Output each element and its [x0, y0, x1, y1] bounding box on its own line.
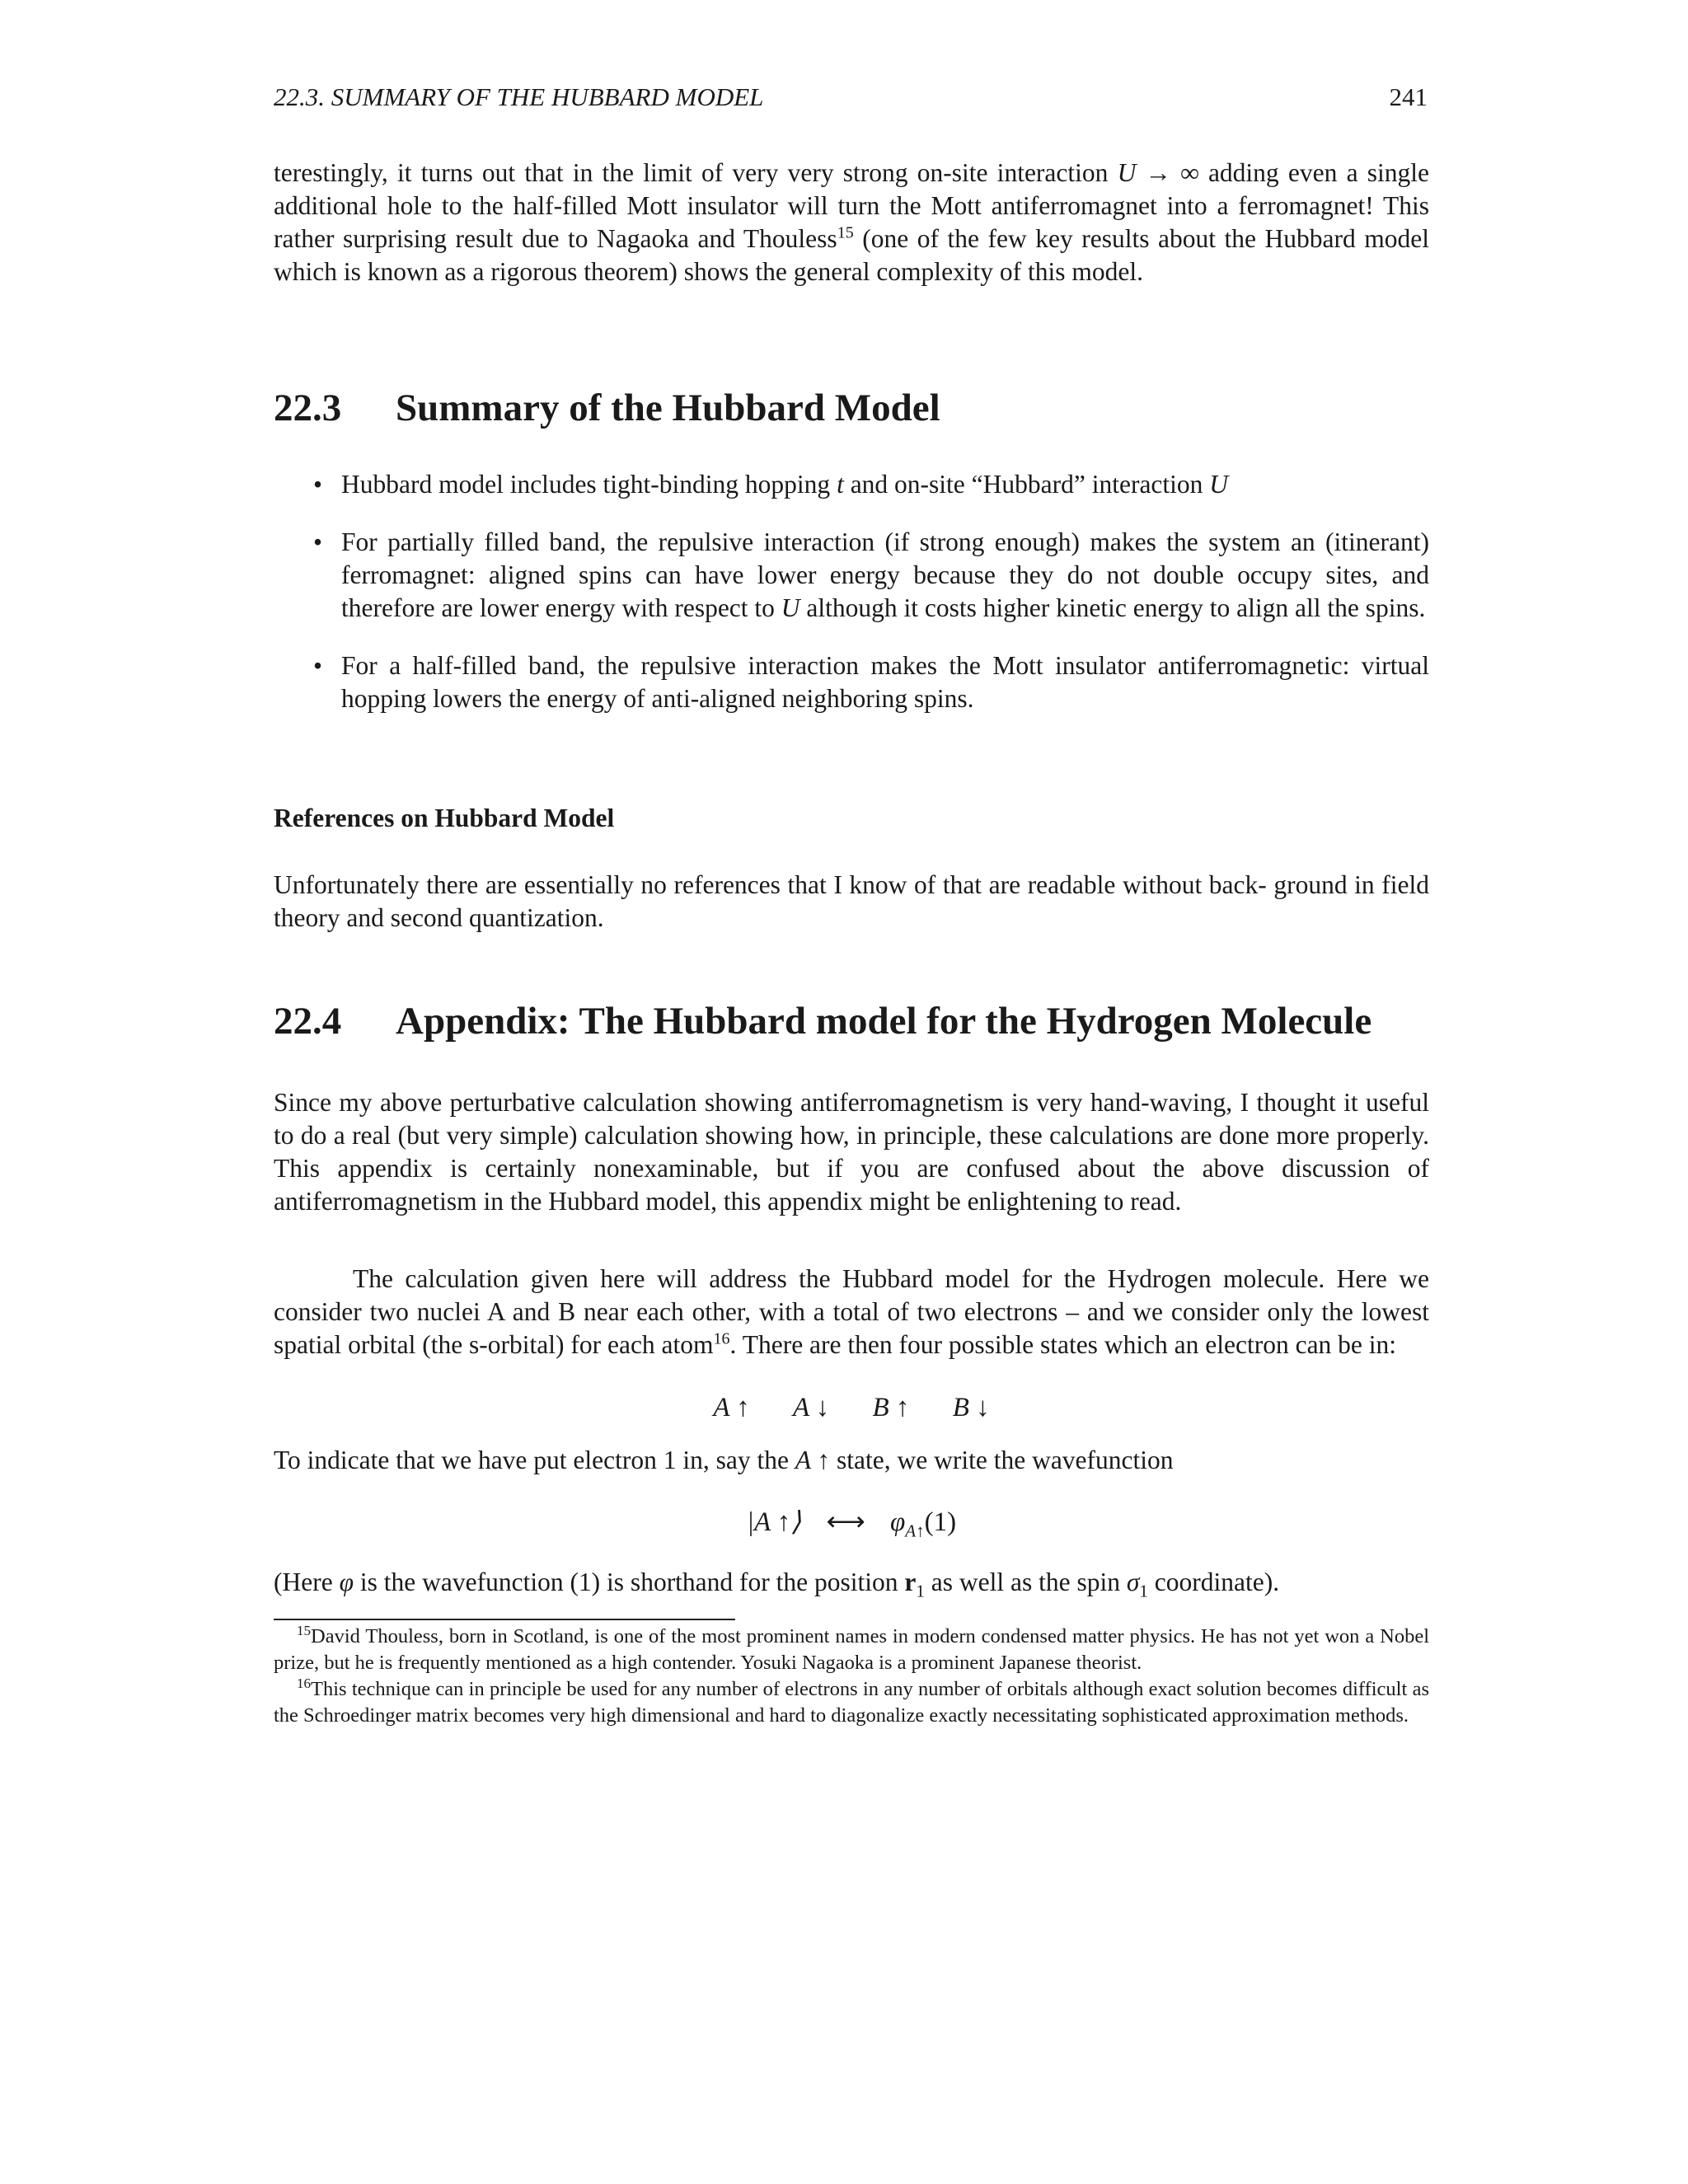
- appendix-text-4d: coordinate).: [1147, 1568, 1280, 1596]
- appendix-text-4c: as well as the spin: [924, 1568, 1127, 1596]
- running-head: [274, 82, 1428, 112]
- state-b-up: B ↑: [872, 1393, 910, 1422]
- math-phi: φ: [339, 1568, 354, 1596]
- appendix-text-4a: (Here: [274, 1568, 340, 1596]
- ket-a-up: |A ↑⟩: [746, 1507, 802, 1537]
- section-title: Appendix: The Hubbard model for the Hydrogen Molecule: [396, 1000, 1372, 1043]
- footnote-rule: [274, 1619, 735, 1620]
- math-phi-subscript: A↑: [905, 1521, 925, 1541]
- math-arg: (1): [924, 1507, 957, 1537]
- wavefunction-equation: [274, 1505, 1429, 1541]
- intro-text-3: (one of the few key results about the Hubbard model which is known as a rigorous theorem) shows the general complexity of this model.: [274, 224, 1429, 286]
- section-number: 22.4: [274, 1000, 342, 1043]
- orbital-states: [274, 1393, 1429, 1423]
- list-item: [274, 526, 1429, 625]
- references-text: Unfortunately there are essentially no references that I know of that are readable without back- ground in field theory and second quantization.: [274, 870, 1429, 932]
- footnote-15: [274, 1624, 1429, 1676]
- section-title: Summary of the Hubbard Model: [396, 387, 940, 429]
- math-sigma: σ: [1126, 1568, 1140, 1596]
- intro-paragraph: [274, 157, 1429, 288]
- appendix-text-2a: The calculation given here will address the Hubbard model for the Hydrogen molecule. Here we consider two nuclei A and B near each other, with a total of two electrons – and we consider only the lowest spatial orbital (the s-orbital) for each atom: [274, 1264, 1429, 1359]
- appendix-paragraph-4: [274, 1566, 1429, 1599]
- summary-bullet-list: [274, 468, 1429, 740]
- running-head-section: 22.3. SUMMARY OF THE HUBBARD MODEL: [274, 82, 764, 111]
- footnotes: [274, 1624, 1429, 1729]
- section-number: 22.3: [274, 387, 342, 429]
- double-arrow-icon: ⟷: [826, 1507, 865, 1537]
- bullet-2-text-2: although it costs higher kinetic energy to align all the spins.: [799, 593, 1426, 622]
- bullet-2-text-1: For partially filled band, the repulsive interaction (if strong enough) makes the system an (itinerant) ferromagnet: aligned spins can have lower energy because they do not double occupy sites, and therefore are lower energy with respect to: [341, 527, 1429, 622]
- footnote-ref-15[interactable]: 15: [837, 223, 854, 242]
- list-item: [274, 649, 1429, 715]
- math-phi: φ: [890, 1507, 906, 1537]
- appendix-text-3b: state, we write the wavefunction: [830, 1446, 1174, 1474]
- math-a-up: A ↑: [795, 1446, 831, 1474]
- math-u-infinity: U → ∞: [1117, 158, 1199, 187]
- state-a-down: A ↓: [792, 1393, 830, 1422]
- appendix-text-4b: is the wavefunction (1) is shorthand for the position: [354, 1568, 905, 1596]
- footnote-ref-16[interactable]: 16: [713, 1329, 730, 1348]
- section-heading-22-3: [274, 386, 940, 430]
- references-paragraph: [274, 869, 1429, 935]
- intro-text-2: adding even a single additional hole to the half-filled Mott insulator will turn the Mott antiferromagnet into a ferromagnet! This rather surprising result due to Nagaoka and Thouless: [274, 158, 1429, 253]
- list-item: [274, 468, 1429, 501]
- bullet-icon: •: [313, 470, 323, 499]
- footnote-mark: 15: [297, 1622, 311, 1638]
- appendix-paragraph-1: [274, 1086, 1429, 1218]
- appendix-text-3a: To indicate that we have put electron 1 in, say the: [274, 1446, 795, 1474]
- references-heading: References on Hubbard Model: [274, 804, 615, 832]
- footnote-text: David Thouless, born in Scotland, is one of the most prominent names in modern condensed matter physics. He has not yet won a Nobel prize, but he is frequently mentioned as a high contender. Yosuki Nagaoka is a prominent Japanese theorist.: [274, 1625, 1429, 1674]
- state-a-up: A ↑: [713, 1393, 750, 1422]
- bullet-3-text: For a half-filled band, the repulsive interaction makes the Mott insulator antiferromagnetic: virtual hopping lowers the energy of anti-aligned neighboring spins.: [341, 651, 1429, 713]
- footnote-mark: 16: [297, 1675, 311, 1691]
- appendix-text-2b: . There are then four possible states which an electron can be in:: [729, 1330, 1397, 1359]
- footnote-text: This technique can in principle be used for any number of electrons in any number of orbitals although exact solution becomes difficult as the Schroedinger matrix becomes very high dimensional and hard to diagonalize exactly necessitating sophisticated approximation methods.: [274, 1678, 1429, 1727]
- appendix-text-1: Since my above perturbative calculation showing antiferromagnetism is very hand-waving, I thought it useful to do a real (but very simple) calculation showing how, in principle, these calculations are done more properly. This appendix is certainly nonexaminable, but if you are confused about the above discussion of antiferromagnetism in the Hubbard model, this appendix might be enlightening to read.: [274, 1088, 1429, 1216]
- bullet-1-text-2: and on-site “Hubbard” interaction: [843, 470, 1210, 499]
- bullet-icon: •: [313, 651, 323, 680]
- appendix-paragraph-3: [274, 1444, 1429, 1477]
- bullet-1-text-1: Hubbard model includes tight-binding hopping: [341, 470, 837, 499]
- section-heading-22-4: [274, 999, 1372, 1043]
- state-b-down: B ↓: [952, 1393, 990, 1422]
- footnote-16: [274, 1676, 1429, 1729]
- math-u: U: [781, 593, 800, 622]
- math-r-bold: r: [904, 1568, 917, 1596]
- math-t: t: [837, 470, 844, 499]
- appendix-paragraph-2: [274, 1263, 1429, 1361]
- math-u: U: [1209, 470, 1229, 499]
- bullet-icon: •: [313, 527, 323, 556]
- math-r-subscript: 1: [916, 1581, 925, 1601]
- math-sigma-subscript: 1: [1139, 1581, 1148, 1601]
- intro-text-1: terestingly, it turns out that in the limit of very very strong on-site interaction: [274, 158, 1118, 187]
- page-number: 241: [1389, 82, 1428, 111]
